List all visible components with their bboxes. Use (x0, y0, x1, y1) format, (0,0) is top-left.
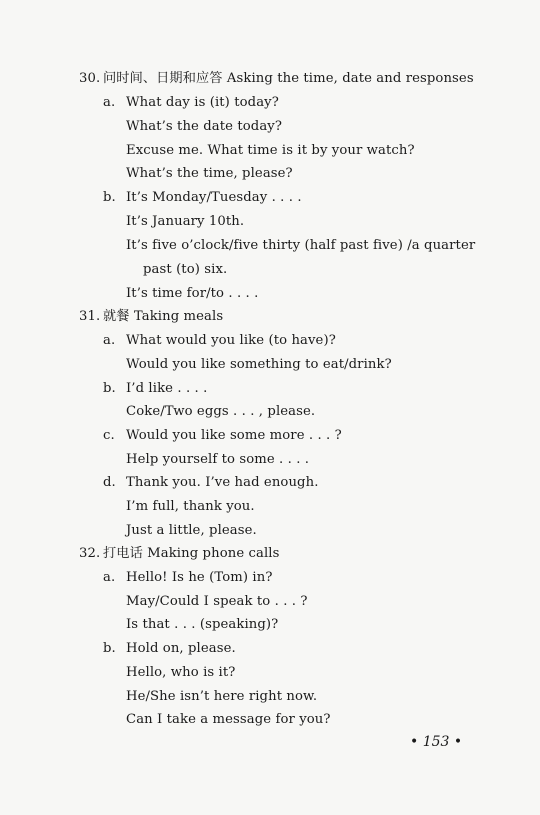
sentence: Can I take a message for you? (126, 712, 331, 727)
item-letter: b. (103, 381, 116, 396)
sentence: Thank you. I’ve had enough. (126, 475, 319, 490)
page-number-value: 153 (422, 734, 450, 750)
item-letter: a. (103, 95, 116, 110)
sentence: Coke/Two eggs . . . , please. (126, 404, 316, 419)
sentence: What’s the time, please? (126, 166, 293, 181)
sentence: It’s time for/to . . . . (126, 286, 259, 301)
section-title: 就餐 Taking meals (103, 309, 224, 324)
section-number: 30. (79, 71, 101, 86)
item-letter: b. (103, 641, 116, 656)
bullet-icon: • (453, 734, 463, 750)
section-title: 打电话 Making phone calls (103, 546, 280, 561)
sentence: It’s Monday/Tuesday . . . . (126, 190, 302, 205)
sentence: Help yourself to some . . . . (126, 452, 310, 467)
item-letter: d. (103, 475, 116, 490)
sentence: Hello, who is it? (126, 665, 236, 680)
sentence: What’s the date today? (126, 119, 283, 134)
sentence: May/Could I speak to . . . ? (126, 594, 308, 609)
sentence: Would you like some more . . . ? (126, 428, 342, 443)
page-number (410, 733, 462, 751)
item-letter: c. (103, 428, 115, 443)
sentence: Hold on, please. (126, 641, 236, 656)
sentence: Excuse me. What time is it by your watch? (126, 143, 415, 158)
sentence: He/She isn’t here right now. (126, 689, 318, 704)
sentence: What would you like (to have)? (126, 333, 336, 348)
sentence: Hello! Is he (Tom) in? (126, 570, 273, 585)
sentence: past (to) six. (143, 262, 228, 277)
bullet-icon: • (410, 734, 419, 750)
item-letter: a. (103, 570, 116, 585)
sentence: Is that . . . (speaking)? (126, 617, 279, 632)
sentence: Just a little, please. (126, 523, 257, 538)
sentence: What day is (it) today? (126, 95, 279, 110)
item-letter: b. (103, 190, 116, 205)
section-title: 问时间、日期和应答 Asking the time, date and responses (103, 71, 474, 86)
section-number: 31. (79, 309, 101, 324)
section-number: 32. (79, 546, 101, 561)
item-letter: a. (103, 333, 116, 348)
sentence: Would you like something to eat/drink? (126, 357, 392, 372)
sentence: It’s January 10th. (126, 214, 245, 229)
sentence: It’s five o’clock/five thirty (half past five) /a quarter (126, 238, 476, 253)
sentence: I’d like . . . . (126, 381, 208, 396)
sentence: I’m full, thank you. (126, 499, 255, 514)
